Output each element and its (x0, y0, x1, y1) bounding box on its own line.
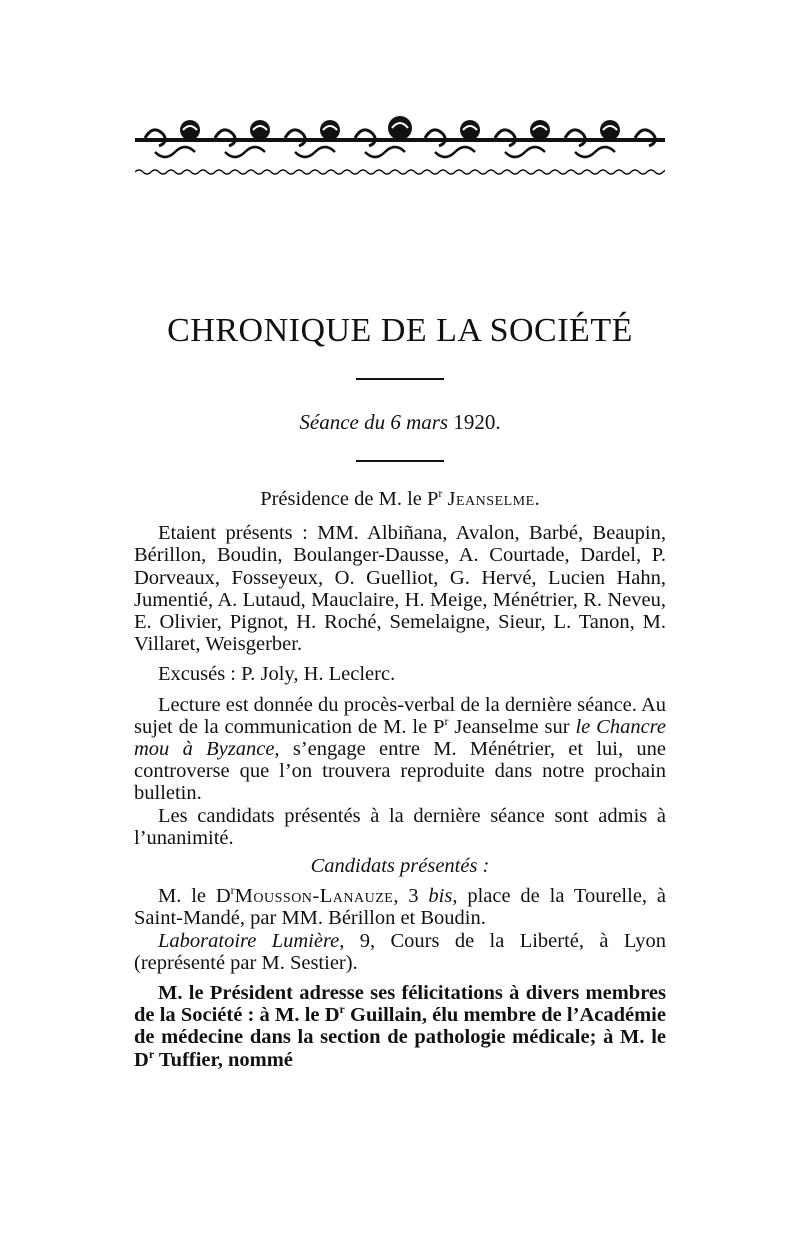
page-title: CHRONIQUE DE LA SOCIÉTÉ (167, 312, 633, 349)
presents-paragraph: Etaient présents : MM. Albiñana, Avalon, Barbé, Beaupin, Bérillon, Boudin, Boulanger-Dausse, A. Courtade, Dardel, P. Dorveaux, Fosseyeux, O. Guelliot, G. Hervé, Lucien Hahn, Jumentié, A. Lutaud, Mauclaire, H. Meige, Ménétrier, R. Neveu, E. Olivier, Pignot, H. Roché, Semelaigne, Sieur, L. Tanon, M. Villaret, Weisgerber. (134, 522, 666, 656)
article-body (134, 488, 666, 1071)
president-name: Jeanselme (447, 488, 535, 510)
seance-heading (0, 410, 800, 435)
excuses-paragraph: Excusés : P. Joly, H. Leclerc. (158, 663, 396, 686)
candidat-2-name: Laboratoire Lumière (158, 929, 340, 952)
felicitations-paragraph: M. le Président adresse ses félicitations à divers membres de la Société : à M. le $D^r$ Guillain, élu membre de l’Académie de médecine dans la section de pathologie médicale; à M. le $D^r$ Tuffier, nommé (134, 982, 666, 1071)
decorative-header-ornament (135, 108, 665, 180)
candidats-heading: Candidats présentés : (310, 855, 490, 878)
presidence-line: Présidence de M. le $P^r$ Jeanselme. (260, 486, 540, 510)
title-divider (356, 378, 444, 380)
candidat-1: M. le $D^rMousson$-Lanauze, 3 bis, place de la Tourelle, à Saint-Mandé, par MM. Bérillon et Boudin. (134, 883, 667, 930)
seance-divider (356, 460, 444, 462)
lecture-paragraph: Lecture est donnée du procès-verbal de la dernière séance. Au sujet de la communication de M. le $P^r$ Jeanselme sur le Chancre mou à Byzance, s’engage entre M. Ménétrier, et lui, une controverse que l’on trouvera reproduite dans notre prochain bulletin. (134, 693, 666, 805)
communication-title: le Chancre mou à Byzance (134, 715, 666, 761)
seance-year: 1920. (453, 410, 501, 434)
seance-date: Séance du 6 mars (299, 410, 449, 434)
candidat-1-name: Mousson-Lanauze (234, 885, 394, 908)
candidat-2: Laboratoire Lumière, 9, Cours de la Liberté, à Lyon (représenté par M. Sestier). (134, 929, 666, 974)
candidats-admis-paragraph: Les candidats présentés à la dernière séance sont admis à l’unanimité. (134, 804, 666, 849)
